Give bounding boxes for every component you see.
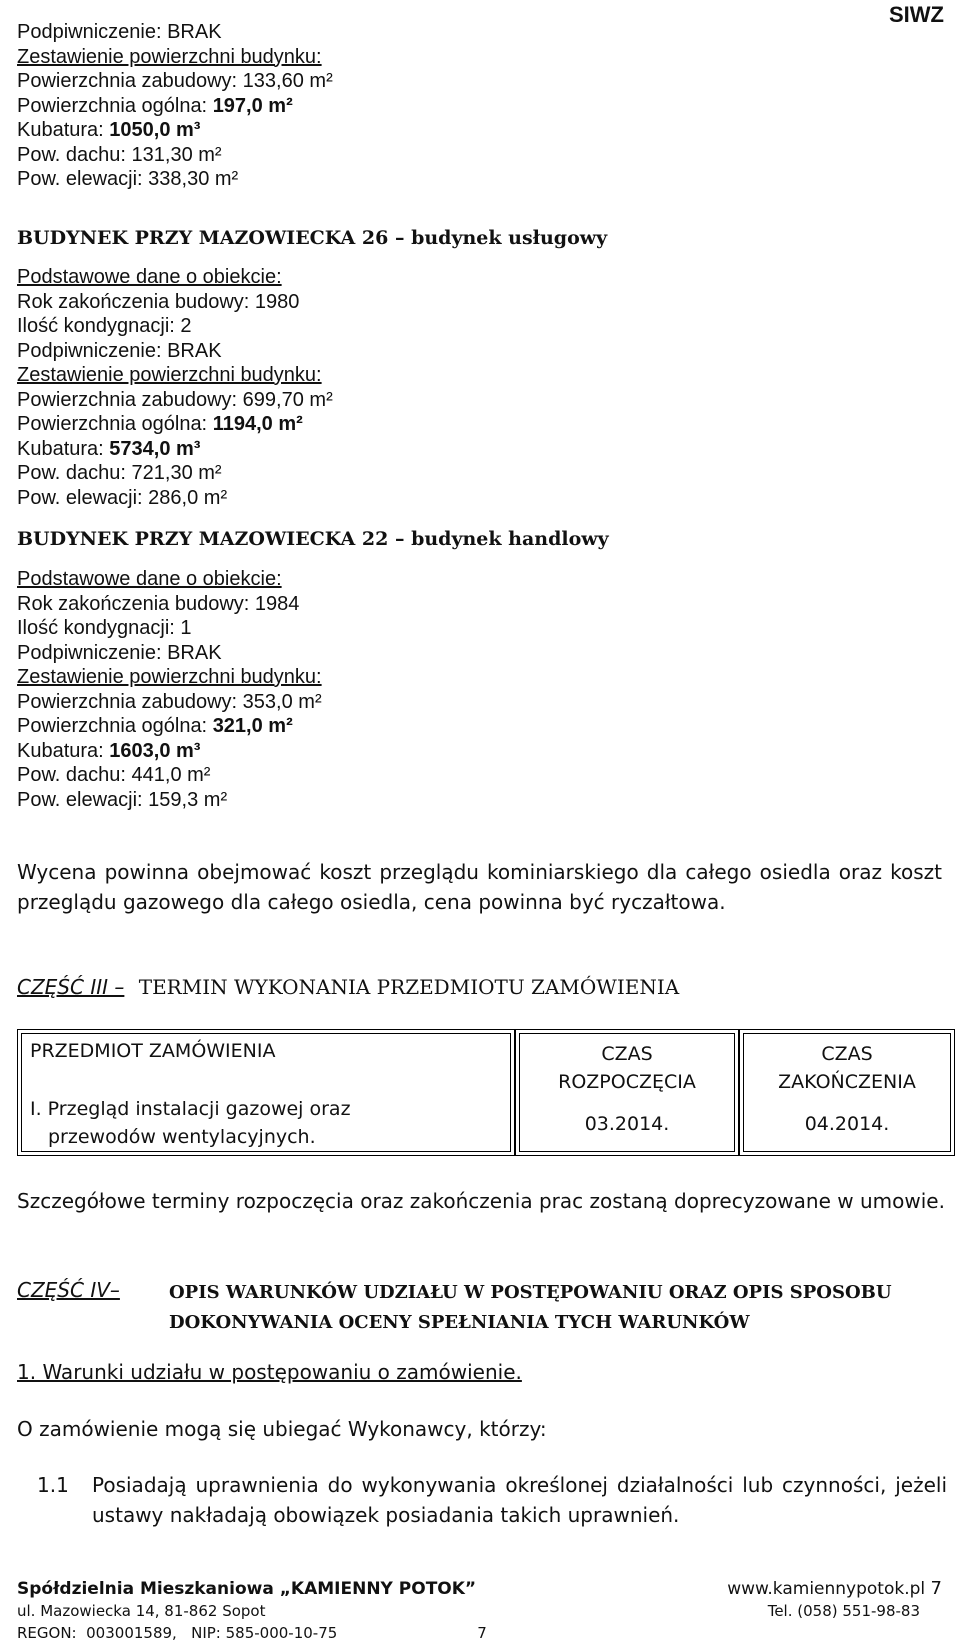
total-area-line: Powierzchnia ogólna: 1194,0 m² — [17, 413, 303, 435]
total-area-value: 197,0 m² — [212, 94, 293, 117]
total-area-line: Powierzchnia ogólna: 321,0 m² — [17, 715, 293, 737]
total-area-value: 321,0 m² — [212, 715, 293, 737]
area-summary-label: Zestawienie powierzchni budynku: — [17, 45, 322, 68]
roof-area-line: Pow. dachu: 441,0 m² — [17, 764, 211, 786]
subject-cell — [17, 1029, 515, 1156]
facade-area-line: Pow. elewacji: 286,0 m² — [17, 486, 228, 509]
volume-value: 5734,0 m³ — [109, 437, 201, 460]
volume-line: Kubatura: 1603,0 m³ — [17, 739, 201, 762]
building-22-heading: BUDYNEK PRZY MAZOWIECKA 22 – budynek handlowy — [17, 528, 609, 550]
website: www.kamiennypotok.pl — [727, 1579, 926, 1599]
org-registration: REGON: 003001589, NIP: 585-000-10-75 7 — [17, 1624, 487, 1642]
floors-line: Ilość kondygnacji: 1 — [17, 617, 192, 639]
basement-line: Podpiwniczenie: BRAK — [17, 339, 222, 362]
previous-building-continuation — [17, 20, 937, 192]
start-header: CZAS ROZPOCZĘCIA — [558, 1043, 696, 1093]
facade-area-line: Pow. elewacji: 338,30 m² — [17, 168, 239, 190]
built-area-line: Powierzchnia zabudowy: 133,60 m² — [17, 70, 333, 92]
volume-value: 1603,0 m³ — [109, 739, 201, 762]
document-tag: SIWZ — [889, 2, 944, 27]
total-area-line: Powierzchnia ogólna: 197,0 m² — [17, 94, 293, 117]
volume-line: Kubatura: 5734,0 m³ — [17, 437, 201, 460]
terms-note: Szczegółowe terminy rozpoczęcia oraz zakończenia prac zostaną doprecyzowane w umowie. — [17, 1189, 945, 1213]
end-header: CZAS ZAKOŃCZENIA — [778, 1043, 916, 1093]
basic-data-label: Podstawowe dane o obiekcie: — [17, 568, 282, 590]
building-22-details — [17, 567, 937, 812]
page-number-center: 7 — [477, 1624, 487, 1642]
valuation-note: Wycena powinna obejmować koszt przeglądu kominiarskiego dla całego osiedla oraz koszt przeglądu gazowego dla całego osiedla, cena powinna być ryczałtowa. — [17, 860, 942, 914]
section-1-heading: 1. Warunki udziału w postępowaniu o zamówienie. — [17, 1360, 522, 1384]
part-3-prefix: CZĘŚĆ III – — [17, 975, 125, 999]
total-area-value: 1194,0 m² — [212, 413, 303, 435]
item-1-1-number: 1.1 — [37, 1473, 69, 1497]
start-cell — [515, 1029, 739, 1156]
volume-line: Kubatura: 1050,0 m³ — [17, 119, 201, 141]
facade-area-line: Pow. elewacji: 159,3 m² — [17, 788, 228, 811]
part-3-heading — [17, 975, 937, 999]
part-3-title: TERMIN WYKONANIA PRZEDMIOTU ZAMÓWIENIA — [138, 975, 680, 999]
start-date: 03.2014. — [584, 1113, 670, 1135]
subject-item: I. Przegląd instalacji gazowej oraz przewodów wentylacyjnych. — [30, 1098, 351, 1148]
building-26-heading: BUDYNEK PRZY MAZOWIECKA 26 – budynek usługowy — [17, 227, 608, 249]
year-line: Rok zakończenia budowy: 1984 — [17, 592, 300, 615]
subject-header: PRZEDMIOT ZAMÓWIENIA — [30, 1040, 276, 1062]
built-area-line: Powierzchnia zabudowy: 699,70 m² — [17, 388, 333, 411]
contractors-intro: O zamówienie mogą się ubiegać Wykonawcy, którzy: — [17, 1417, 547, 1441]
basic-data-label: Podstawowe dane o obiekcie: — [17, 266, 282, 288]
basement-line: Podpiwniczenie: BRAK — [17, 641, 222, 664]
basement-line: Podpiwniczenie: BRAK — [17, 21, 222, 43]
footer-left — [17, 1578, 487, 1644]
phone: Tel. (058) 551-98-83 — [767, 1602, 920, 1620]
page-number: 7 — [930, 1578, 942, 1599]
part-4-prefix: CZĘŚĆ IV– — [17, 1278, 120, 1302]
footer-right — [727, 1578, 942, 1622]
building-26-details — [17, 265, 937, 510]
volume-value: 1050,0 m³ — [109, 119, 201, 141]
website-line — [727, 1578, 942, 1600]
end-date: 04.2014. — [804, 1113, 890, 1135]
roof-area-line: Pow. dachu: 721,30 m² — [17, 462, 222, 484]
built-area-line: Powierzchnia zabudowy: 353,0 m² — [17, 690, 322, 713]
year-line: Rok zakończenia budowy: 1980 — [17, 290, 300, 313]
floors-line: Ilość kondygnacji: 2 — [17, 315, 192, 337]
part-4-title: OPIS WARUNKÓW UDZIAŁU W POSTĘPOWANIU ORAZ OPIS SPOSOBU DOKONYWANIA OCENY SPEŁNIANIA TYCH WARUNKÓW — [169, 1282, 892, 1333]
area-summary-label: Zestawienie powierzchni budynku: — [17, 364, 322, 386]
org-name: Spółdzielnia Mieszkaniowa „KAMIENNY POTOK” — [17, 1579, 477, 1599]
schedule-table — [17, 1029, 955, 1156]
area-summary-label: Zestawienie powierzchni budynku: — [17, 666, 322, 688]
item-1-1-text: Posiadają uprawnienia do wykonywania określonej działalności lub czynności, jeżeli ustawy nakładają obowiązek posiadania takich uprawnień. — [92, 1473, 947, 1527]
end-cell — [739, 1029, 955, 1156]
roof-area-line: Pow. dachu: 131,30 m² — [17, 143, 222, 166]
org-address: ul. Mazowiecka 14, 81-862 Sopot — [17, 1602, 266, 1620]
